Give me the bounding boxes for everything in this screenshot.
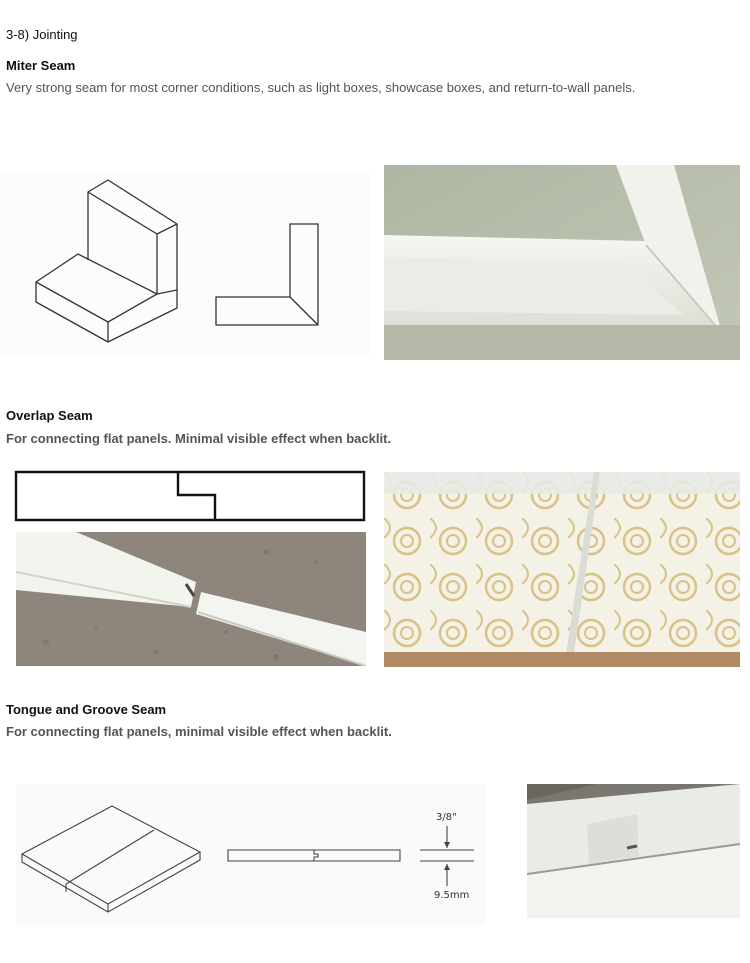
section-title: 3-8) Jointing — [6, 27, 78, 42]
miter-seam-diagram — [0, 172, 370, 357]
overlap-seam-description: For connecting flat panels. Minimal visible effect when backlit. — [6, 431, 392, 446]
tongue-groove-photo — [527, 784, 740, 918]
overlap-seam-photo-panels — [384, 472, 740, 667]
overlap-seam-diagram — [14, 470, 366, 524]
dimension-bottom-label: 9.5mm — [434, 890, 470, 901]
tongue-groove-diagram — [16, 784, 486, 924]
miter-seam-description: Very strong seam for most corner conditions, such as light boxes, showcase boxes, and return-to-wall panels. — [6, 80, 636, 95]
overlap-seam-title: Overlap Seam — [6, 408, 93, 423]
tongue-groove-title: Tongue and Groove Seam — [6, 702, 167, 717]
tongue-groove-description: For connecting flat panels, minimal visible effect when backlit. — [6, 724, 392, 739]
miter-seam-photo — [384, 165, 740, 360]
dimension-top-label: 3/8" — [436, 812, 457, 823]
overlap-seam-photo-strip — [16, 532, 366, 666]
miter-seam-title: Miter Seam — [6, 58, 76, 73]
